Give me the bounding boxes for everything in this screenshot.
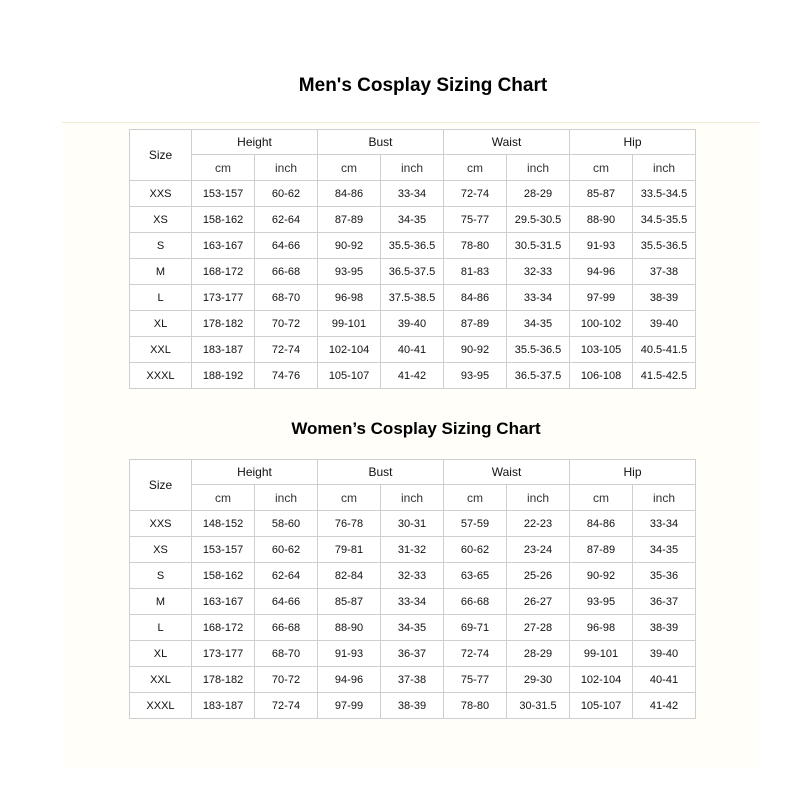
measurement-cell: 93-95 [444, 363, 507, 389]
measurement-cell: 87-89 [318, 207, 381, 233]
womens-size-table [129, 459, 696, 719]
size-cell: S [130, 563, 192, 589]
measurement-cell: 34-35 [507, 311, 570, 337]
measurement-cell: 97-99 [570, 285, 633, 311]
mens-chart-title: Men's Cosplay Sizing Chart [298, 75, 548, 96]
unit-header: inch [255, 485, 318, 511]
size-cell: L [130, 285, 192, 311]
size-column-header: Size [130, 130, 192, 181]
unit-header: cm [570, 485, 633, 511]
measurement-cell: 102-104 [318, 337, 381, 363]
table-row [130, 693, 696, 719]
measurement-cell: 84-86 [318, 181, 381, 207]
measurement-cell: 85-87 [570, 181, 633, 207]
size-cell: M [130, 259, 192, 285]
measurement-cell: 178-182 [192, 667, 255, 693]
measurement-cell: 60-62 [255, 181, 318, 207]
measurement-cell: 36-37 [633, 589, 696, 615]
measurement-cell: 105-107 [318, 363, 381, 389]
measurement-cell: 37.5-38.5 [381, 285, 444, 311]
measurement-cell: 76-78 [318, 511, 381, 537]
measurement-cell: 168-172 [192, 615, 255, 641]
size-cell: XS [130, 207, 192, 233]
measurement-cell: 23-24 [507, 537, 570, 563]
measurement-cell: 62-64 [255, 207, 318, 233]
measurement-cell: 102-104 [570, 667, 633, 693]
size-cell: M [130, 589, 192, 615]
measurement-cell: 97-99 [318, 693, 381, 719]
table-row [130, 667, 696, 693]
table-row [130, 311, 696, 337]
measurement-cell: 163-167 [192, 233, 255, 259]
measurement-cell: 168-172 [192, 259, 255, 285]
measurement-cell: 84-86 [444, 285, 507, 311]
measurement-cell: 40.5-41.5 [633, 337, 696, 363]
measurement-cell: 94-96 [570, 259, 633, 285]
measurement-cell: 41.5-42.5 [633, 363, 696, 389]
measurement-cell: 37-38 [381, 667, 444, 693]
unit-header: cm [318, 485, 381, 511]
table-row [130, 563, 696, 589]
unit-header: cm [318, 155, 381, 181]
measurement-cell: 33-34 [381, 181, 444, 207]
measurement-cell: 34.5-35.5 [633, 207, 696, 233]
table-row [130, 207, 696, 233]
table-row [130, 363, 696, 389]
group-header-row [130, 460, 696, 485]
measurement-cell: 64-66 [255, 589, 318, 615]
measurement-cell: 87-89 [444, 311, 507, 337]
measurement-cell: 30.5-31.5 [507, 233, 570, 259]
size-cell: XL [130, 641, 192, 667]
measurement-cell: 79-81 [318, 537, 381, 563]
measurement-cell: 72-74 [444, 181, 507, 207]
measurement-cell: 74-76 [255, 363, 318, 389]
measurement-cell: 33-34 [507, 285, 570, 311]
height-header: Height [192, 130, 318, 155]
unit-header: inch [255, 155, 318, 181]
measurement-cell: 40-41 [633, 667, 696, 693]
measurement-cell: 39-40 [381, 311, 444, 337]
measurement-cell: 25-26 [507, 563, 570, 589]
unit-header: cm [192, 485, 255, 511]
size-cell: L [130, 615, 192, 641]
measurement-cell: 60-62 [255, 537, 318, 563]
measurement-cell: 64-66 [255, 233, 318, 259]
size-cell: XXXL [130, 363, 192, 389]
unit-header: cm [444, 485, 507, 511]
measurement-cell: 29-30 [507, 667, 570, 693]
size-cell: XXS [130, 181, 192, 207]
measurement-cell: 57-59 [444, 511, 507, 537]
measurement-cell: 63-65 [444, 563, 507, 589]
size-cell: XXL [130, 337, 192, 363]
measurement-cell: 66-68 [255, 259, 318, 285]
measurement-cell: 68-70 [255, 285, 318, 311]
measurement-cell: 173-177 [192, 285, 255, 311]
measurement-cell: 32-33 [381, 563, 444, 589]
measurement-cell: 36.5-37.5 [507, 363, 570, 389]
height-header: Height [192, 460, 318, 485]
mens-size-table [129, 129, 696, 389]
size-cell: XXXL [130, 693, 192, 719]
measurement-cell: 70-72 [255, 311, 318, 337]
unit-header: inch [507, 485, 570, 511]
measurement-cell: 105-107 [570, 693, 633, 719]
measurement-cell: 178-182 [192, 311, 255, 337]
measurement-cell: 173-177 [192, 641, 255, 667]
measurement-cell: 32-33 [507, 259, 570, 285]
table-row [130, 537, 696, 563]
measurement-cell: 87-89 [570, 537, 633, 563]
measurement-cell: 183-187 [192, 337, 255, 363]
measurement-cell: 72-74 [255, 693, 318, 719]
womens-chart-title: Women’s Cosplay Sizing Chart [291, 419, 541, 438]
unit-header: cm [192, 155, 255, 181]
measurement-cell: 75-77 [444, 667, 507, 693]
measurement-cell: 153-157 [192, 181, 255, 207]
measurement-cell: 33.5-34.5 [633, 181, 696, 207]
table-row [130, 615, 696, 641]
womens-size-rows [130, 511, 696, 719]
measurement-cell: 58-60 [255, 511, 318, 537]
measurement-cell: 68-70 [255, 641, 318, 667]
size-column-header: Size [130, 460, 192, 511]
measurement-cell: 40-41 [381, 337, 444, 363]
table-row [130, 181, 696, 207]
size-cell: XS [130, 537, 192, 563]
measurement-cell: 103-105 [570, 337, 633, 363]
measurement-cell: 31-32 [381, 537, 444, 563]
mens-size-rows [130, 181, 696, 389]
measurement-cell: 38-39 [633, 615, 696, 641]
measurement-cell: 81-83 [444, 259, 507, 285]
measurement-cell: 28-29 [507, 181, 570, 207]
measurement-cell: 96-98 [318, 285, 381, 311]
measurement-cell: 93-95 [570, 589, 633, 615]
size-cell: XL [130, 311, 192, 337]
measurement-cell: 84-86 [570, 511, 633, 537]
measurement-cell: 72-74 [255, 337, 318, 363]
unit-header-row [130, 155, 696, 181]
table-row [130, 641, 696, 667]
measurement-cell: 33-34 [381, 589, 444, 615]
measurement-cell: 158-162 [192, 207, 255, 233]
table-row [130, 285, 696, 311]
measurement-cell: 36-37 [381, 641, 444, 667]
hip-header: Hip [570, 130, 696, 155]
measurement-cell: 158-162 [192, 563, 255, 589]
measurement-cell: 30-31.5 [507, 693, 570, 719]
measurement-cell: 35.5-36.5 [633, 233, 696, 259]
measurement-cell: 34-35 [381, 615, 444, 641]
measurement-cell: 39-40 [633, 641, 696, 667]
measurement-cell: 148-152 [192, 511, 255, 537]
table-row [130, 259, 696, 285]
unit-header: inch [381, 485, 444, 511]
bust-header: Bust [318, 130, 444, 155]
waist-header: Waist [444, 130, 570, 155]
measurement-cell: 78-80 [444, 693, 507, 719]
measurement-cell: 106-108 [570, 363, 633, 389]
measurement-cell: 99-101 [318, 311, 381, 337]
measurement-cell: 188-192 [192, 363, 255, 389]
table-row [130, 233, 696, 259]
measurement-cell: 75-77 [444, 207, 507, 233]
measurement-cell: 90-92 [318, 233, 381, 259]
measurement-cell: 153-157 [192, 537, 255, 563]
measurement-cell: 30-31 [381, 511, 444, 537]
measurement-cell: 29.5-30.5 [507, 207, 570, 233]
measurement-cell: 96-98 [570, 615, 633, 641]
hip-header: Hip [570, 460, 696, 485]
unit-header: inch [633, 155, 696, 181]
measurement-cell: 82-84 [318, 563, 381, 589]
measurement-cell: 33-34 [633, 511, 696, 537]
measurement-cell: 100-102 [570, 311, 633, 337]
measurement-cell: 88-90 [570, 207, 633, 233]
measurement-cell: 70-72 [255, 667, 318, 693]
measurement-cell: 39-40 [633, 311, 696, 337]
measurement-cell: 27-28 [507, 615, 570, 641]
measurement-cell: 88-90 [318, 615, 381, 641]
unit-header: inch [381, 155, 444, 181]
measurement-cell: 28-29 [507, 641, 570, 667]
measurement-cell: 36.5-37.5 [381, 259, 444, 285]
unit-header: inch [507, 155, 570, 181]
measurement-cell: 34-35 [633, 537, 696, 563]
unit-header-row [130, 485, 696, 511]
measurement-cell: 41-42 [381, 363, 444, 389]
table-row [130, 511, 696, 537]
table-row [130, 337, 696, 363]
measurement-cell: 35-36 [633, 563, 696, 589]
measurement-cell: 99-101 [570, 641, 633, 667]
group-header-row [130, 130, 696, 155]
measurement-cell: 41-42 [633, 693, 696, 719]
measurement-cell: 60-62 [444, 537, 507, 563]
unit-header: inch [633, 485, 696, 511]
measurement-cell: 78-80 [444, 233, 507, 259]
measurement-cell: 34-35 [381, 207, 444, 233]
measurement-cell: 69-71 [444, 615, 507, 641]
measurement-cell: 93-95 [318, 259, 381, 285]
measurement-cell: 66-68 [444, 589, 507, 615]
measurement-cell: 90-92 [444, 337, 507, 363]
measurement-cell: 90-92 [570, 563, 633, 589]
measurement-cell: 85-87 [318, 589, 381, 615]
size-cell: XXL [130, 667, 192, 693]
unit-header: cm [444, 155, 507, 181]
measurement-cell: 72-74 [444, 641, 507, 667]
measurement-cell: 38-39 [633, 285, 696, 311]
measurement-cell: 91-93 [570, 233, 633, 259]
measurement-cell: 26-27 [507, 589, 570, 615]
size-cell: XXS [130, 511, 192, 537]
measurement-cell: 183-187 [192, 693, 255, 719]
measurement-cell: 62-64 [255, 563, 318, 589]
table-row [130, 589, 696, 615]
measurement-cell: 35.5-36.5 [381, 233, 444, 259]
waist-header: Waist [444, 460, 570, 485]
measurement-cell: 38-39 [381, 693, 444, 719]
measurement-cell: 163-167 [192, 589, 255, 615]
measurement-cell: 37-38 [633, 259, 696, 285]
size-cell: S [130, 233, 192, 259]
bust-header: Bust [318, 460, 444, 485]
measurement-cell: 91-93 [318, 641, 381, 667]
measurement-cell: 94-96 [318, 667, 381, 693]
measurement-cell: 66-68 [255, 615, 318, 641]
unit-header: cm [570, 155, 633, 181]
measurement-cell: 35.5-36.5 [507, 337, 570, 363]
measurement-cell: 22-23 [507, 511, 570, 537]
